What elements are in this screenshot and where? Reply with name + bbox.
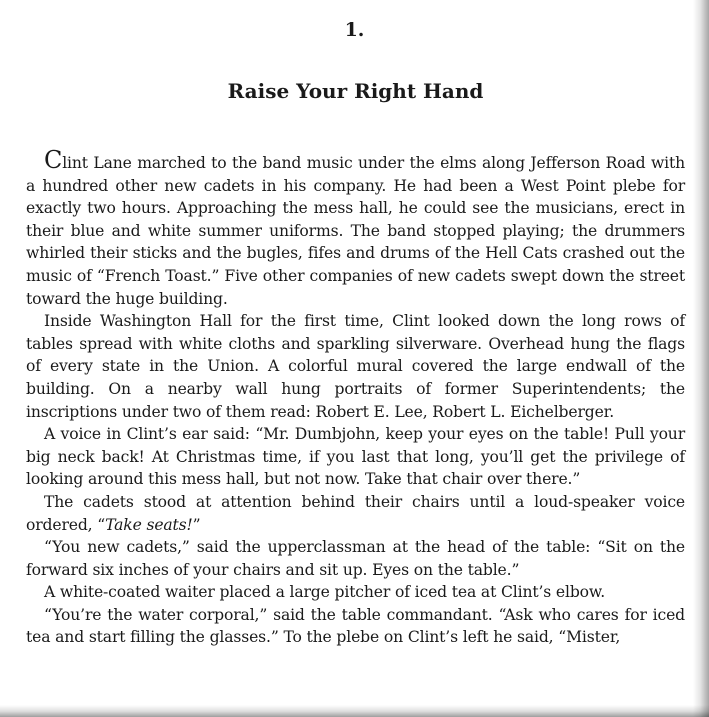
- page-edge-shadow-bottom: [0, 705, 709, 717]
- paragraph-2: Inside Washington Hall for the first time, Clint looked down the long rows of tables spread with white cloths and sparkling silverware. Overhead hung the flags of every state in the Union. A colorful mural covered the large endwall of the building. On a nearby wall hung portraits of former Superintendents; the inscriptions under two of them read: Robert E. Lee, Robert L. Eichelberger.: [26, 312, 685, 421]
- paragraph-7: “You’re the water corporal,” said the table commandant. “Ask who cares for iced tea and start filling the glasses.” To the plebe on Clint’s left he said, “Mister,: [26, 605, 685, 647]
- paragraph-5: “You new cadets,” said the upperclassman at the head of the table: “Sit on the forward six inches of your chairs and sit up. Eyes on the table.”: [26, 538, 685, 579]
- paragraph-4: [26, 491, 685, 536]
- chapter-title: Raise Your Right Hand: [227, 79, 484, 103]
- paragraph-4-text-before: The cadets stood at attention behind their chairs until a loud-speaker voice ordered, “: [26, 492, 685, 534]
- chapter-body: [26, 146, 685, 649]
- paragraph-4-command: Take seats!: [105, 515, 193, 534]
- paragraph-6: A white-coated waiter placed a large pitcher of iced tea at Clint’s elbow.: [44, 583, 606, 602]
- page-edge-shadow-right: [693, 0, 709, 717]
- paragraph-1-text: lint Lane marched to the band music under the elms along Jefferson Road with a hundred other new cadets in his company. He had been a West Point plebe for exactly two hours. Approaching the mess hall, he could see the musicians, erect in their blue and white summer uniforms. The band stopped playing; the drummers whirled their sticks and the bugles, fifes and drums of the Hell Cats crashed out the music of “French Toast.” Five other companies of new cadets swept down the street toward the huge building.: [26, 154, 685, 308]
- paragraph-3: A voice in Clint’s ear said: “Mr. Dumbjohn, keep your eyes on the table! Pull your big neck back! At Christmas time, if you last that long, you’ll get the privilege of looking around this mess hall, but not now. Take that chair over there.”: [26, 425, 685, 489]
- paragraph-4-text-after: ”: [192, 515, 201, 534]
- drop-cap: C: [44, 146, 63, 174]
- paragraph-1: [26, 146, 685, 310]
- chapter-number: 1.: [344, 19, 365, 41]
